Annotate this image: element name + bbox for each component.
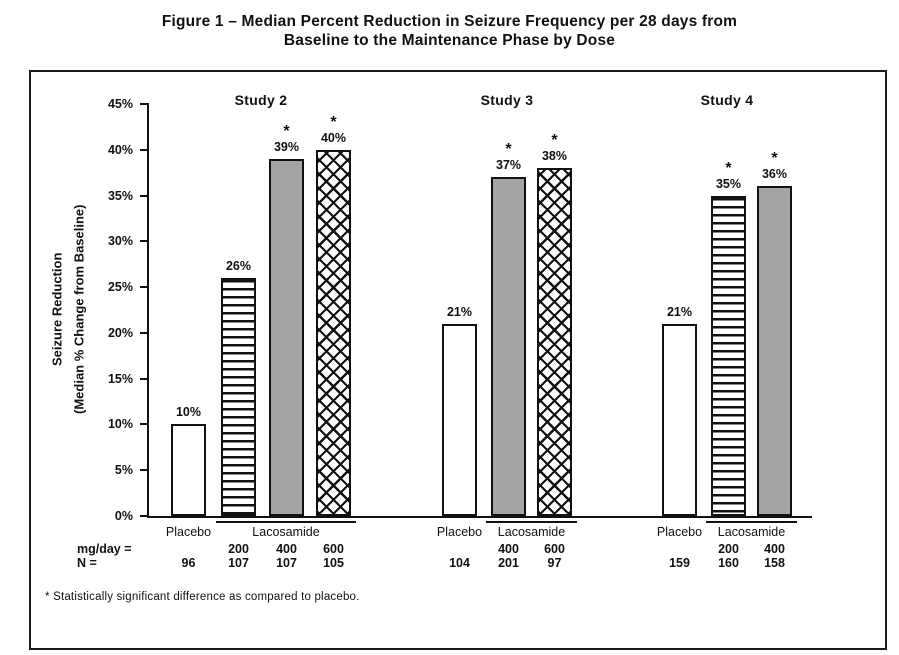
bar-chart [31,72,885,648]
bar-value-label: 35% [715,177,742,191]
significance-asterisk: * [283,123,290,140]
y-axis-title-line1: Seizure Reduction [49,252,65,366]
placebo-label: Placebo [436,525,483,539]
n-value: 96 [181,556,196,570]
bar-study2-placebo [171,424,206,516]
y-tick-label: 25% [107,280,133,295]
bar-study3-400mg [491,177,526,516]
bar-value-label: 38% [541,149,568,163]
y-tick-mark [140,286,149,288]
treatment-label: Lacosamide [717,525,786,539]
y-tick-label: 0% [114,509,133,523]
dose-value: 400 [498,542,519,556]
y-tick-label: 30% [107,234,133,249]
dose-value: 600 [544,542,565,556]
y-tick-label: 15% [107,371,133,386]
placebo-label: Placebo [656,525,703,539]
bar-value-label: 26% [225,259,252,273]
significance-asterisk: * [725,160,732,177]
n-row-label: N = [77,556,97,570]
dose-value: 400 [764,542,785,556]
treatment-label: Lacosamide [252,525,320,539]
n-value: 105 [323,556,344,570]
y-tick-label: 10% [107,417,133,432]
figure-title-line2: Baseline to the Maintenance Phase by Dose [283,32,616,49]
y-tick-label: 5% [114,463,133,478]
treatment-group-overline [486,521,577,523]
n-value: 107 [276,556,297,570]
dose-value: 600 [323,542,344,556]
n-value: 160 [718,556,739,570]
bar-value-label: 37% [495,158,522,172]
bar-value-label: 40% [320,131,347,145]
bar-value-label: 10% [175,405,202,419]
bar-study3-600mg [537,168,572,516]
bar-study4-placebo [662,324,697,516]
x-axis-line [149,516,812,518]
y-tick-label: 35% [107,188,133,203]
bar-value-label: 21% [446,305,473,319]
dose-value: 400 [276,542,297,556]
y-axis-title-line2: (Median % Change from Baseline) [71,204,87,414]
significance-asterisk: * [330,114,337,131]
n-value: 104 [449,556,470,570]
figure-title-line1: Figure 1 – Median Percent Reduction in Seizure Frequency per 28 days from [161,13,738,30]
dose-value: 200 [718,542,739,556]
bar-study4-200mg [711,196,746,516]
bar-value-label: 36% [761,167,788,181]
study-title: Study 3 [480,92,534,108]
bar-study2-400mg [269,159,304,516]
bar-study3-placebo [442,324,477,516]
study-title: Study 4 [700,92,754,108]
significance-asterisk: * [505,141,512,158]
y-tick-mark [140,469,149,471]
bar-study2-200mg [221,278,256,516]
bar-study4-400mg [757,186,792,516]
bar-value-label: 39% [273,140,300,154]
n-value: 97 [547,556,562,570]
dose-value: 200 [228,542,249,556]
y-tick-mark [140,515,149,517]
significance-footnote: * Statistically significant difference as compared to placebo. [45,591,360,603]
treatment-group-overline [216,521,356,523]
treatment-label: Lacosamide [497,525,566,539]
n-value: 201 [498,556,519,570]
n-value: 159 [669,556,690,570]
significance-asterisk: * [551,132,558,149]
y-tick-label: 20% [107,325,133,340]
y-tick-mark [140,149,149,151]
y-tick-mark [140,195,149,197]
dose-row-label: mg/day = [77,542,132,556]
placebo-label: Placebo [165,525,212,539]
chart-frame [29,70,887,650]
study-title: Study 2 [234,92,288,108]
figure-title [0,12,899,50]
y-tick-mark [140,240,149,242]
significance-asterisk: * [771,150,778,167]
y-axis-line [147,103,149,518]
y-tick-mark [140,423,149,425]
y-tick-label: 40% [107,142,133,157]
bar-study2-600mg [316,150,351,516]
n-value: 107 [228,556,249,570]
treatment-group-overline [706,521,797,523]
y-tick-label: 45% [107,97,133,111]
n-value: 158 [764,556,785,570]
y-tick-mark [140,103,149,105]
y-tick-mark [140,378,149,380]
y-tick-mark [140,332,149,334]
bar-value-label: 21% [666,305,693,319]
